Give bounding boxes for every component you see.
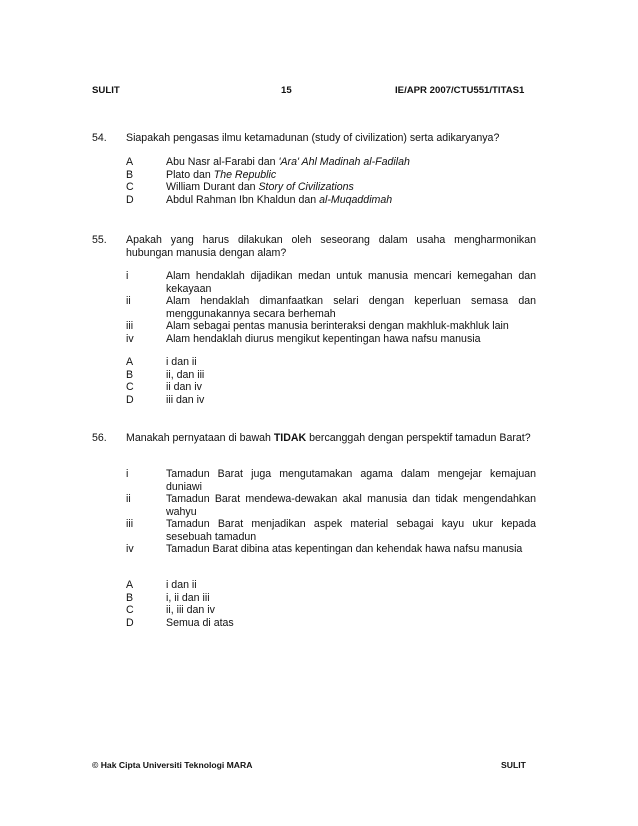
statement-key: ii xyxy=(126,295,131,307)
option-key: B xyxy=(126,591,134,604)
option-text: Semua di atas xyxy=(166,616,234,629)
page-number: 15 xyxy=(281,85,292,96)
option-key: D xyxy=(126,193,134,206)
option-key: A xyxy=(126,356,134,368)
option-text: i dan ii xyxy=(166,579,197,591)
copyright-notice: © Hak Cipta Universiti Teknologi MARA xyxy=(92,760,253,770)
question-text: Manakah pernyataan di bawah TIDAK bercanggah dengan perspektif tamadun Barat? xyxy=(126,432,531,444)
option-text: Plato dan The Republic xyxy=(166,168,277,181)
option-text: ii, dan iii xyxy=(166,368,205,381)
statement-text: Tamadun Barat juga mengutamakan agama dalam mengejar kemajuan duniawi xyxy=(166,468,536,493)
statement-key: iv xyxy=(126,543,134,555)
statement-text: Tamadun Barat menjadikan aspek material sebagai kayu ukur kepada sesebuah tamadun xyxy=(166,518,536,543)
statement-text: Tamadun Barat mendewa-dewakan akal manusia dan tidak mengendahkan wahyu xyxy=(166,493,536,518)
emphasis-tidak: TIDAK xyxy=(273,432,307,444)
statement-text: Alam sebagai pentas manusia berinteraksi dengan makhluk-makhluk lain xyxy=(166,320,509,332)
option-text: William Durant dan Story of Civilizations xyxy=(166,181,354,193)
question-number: 56. xyxy=(92,432,107,444)
statement-text: Alam hendaklah dijadikan medan untuk manusia mencari kemegahan dan kekayaan xyxy=(166,270,536,295)
option-text: ii dan iv xyxy=(166,381,202,393)
option-text: iii dan iv xyxy=(166,393,205,406)
option-key: A xyxy=(126,156,134,168)
option-key: C xyxy=(126,604,134,616)
statement-text: Alam hendaklah diurus mengikut kepentingan hawa nafsu manusia xyxy=(166,332,481,345)
statement-key: i xyxy=(126,468,129,480)
statement-text: Tamadun Barat dibina atas kepentingan dan kehendak hawa nafsu manusia xyxy=(166,543,523,555)
option-key: B xyxy=(126,368,134,381)
statement-key: iv xyxy=(126,332,134,345)
option-text: ii, iii dan iv xyxy=(166,604,215,616)
option-key: D xyxy=(126,393,134,406)
question-number: 55. xyxy=(92,234,107,246)
question-text: Apakah yang harus dilakukan oleh seseorang dalam usaha mengharmonikan hubungan manusia dengan alam? xyxy=(126,234,536,259)
option-key: C xyxy=(126,381,134,393)
footer-sulit: SULIT xyxy=(501,760,526,770)
option-key: A xyxy=(126,579,134,591)
option-text: i, ii dan iii xyxy=(166,591,210,604)
statement-key: i xyxy=(126,270,129,282)
option-text: i dan ii xyxy=(166,356,197,368)
exam-code: IE/APR 2007/CTU551/TITAS1 xyxy=(395,85,525,96)
header-sulit: SULIT xyxy=(92,85,120,96)
option-key: D xyxy=(126,616,134,629)
question-number: 54. xyxy=(92,132,107,144)
statement-key: iii xyxy=(126,518,134,530)
option-text: Abdul Rahman Ibn Khaldun dan al-Muqaddimah xyxy=(166,193,393,206)
statement-text: Alam hendaklah dimanfaatkan selari dengan keperluan semasa dan menggunakannya secara berhemah xyxy=(166,295,536,320)
option-key: C xyxy=(126,181,134,193)
statement-key: ii xyxy=(126,493,131,505)
statement-key: iii xyxy=(126,320,134,332)
option-text: Abu Nasr al-Farabi dan 'Ara' Ahl Madinah al-Fadilah xyxy=(166,156,410,168)
option-key: B xyxy=(126,168,134,181)
question-text: Siapakah pengasas ilmu ketamadunan (study of civilization) serta adikaryanya? xyxy=(126,132,500,144)
